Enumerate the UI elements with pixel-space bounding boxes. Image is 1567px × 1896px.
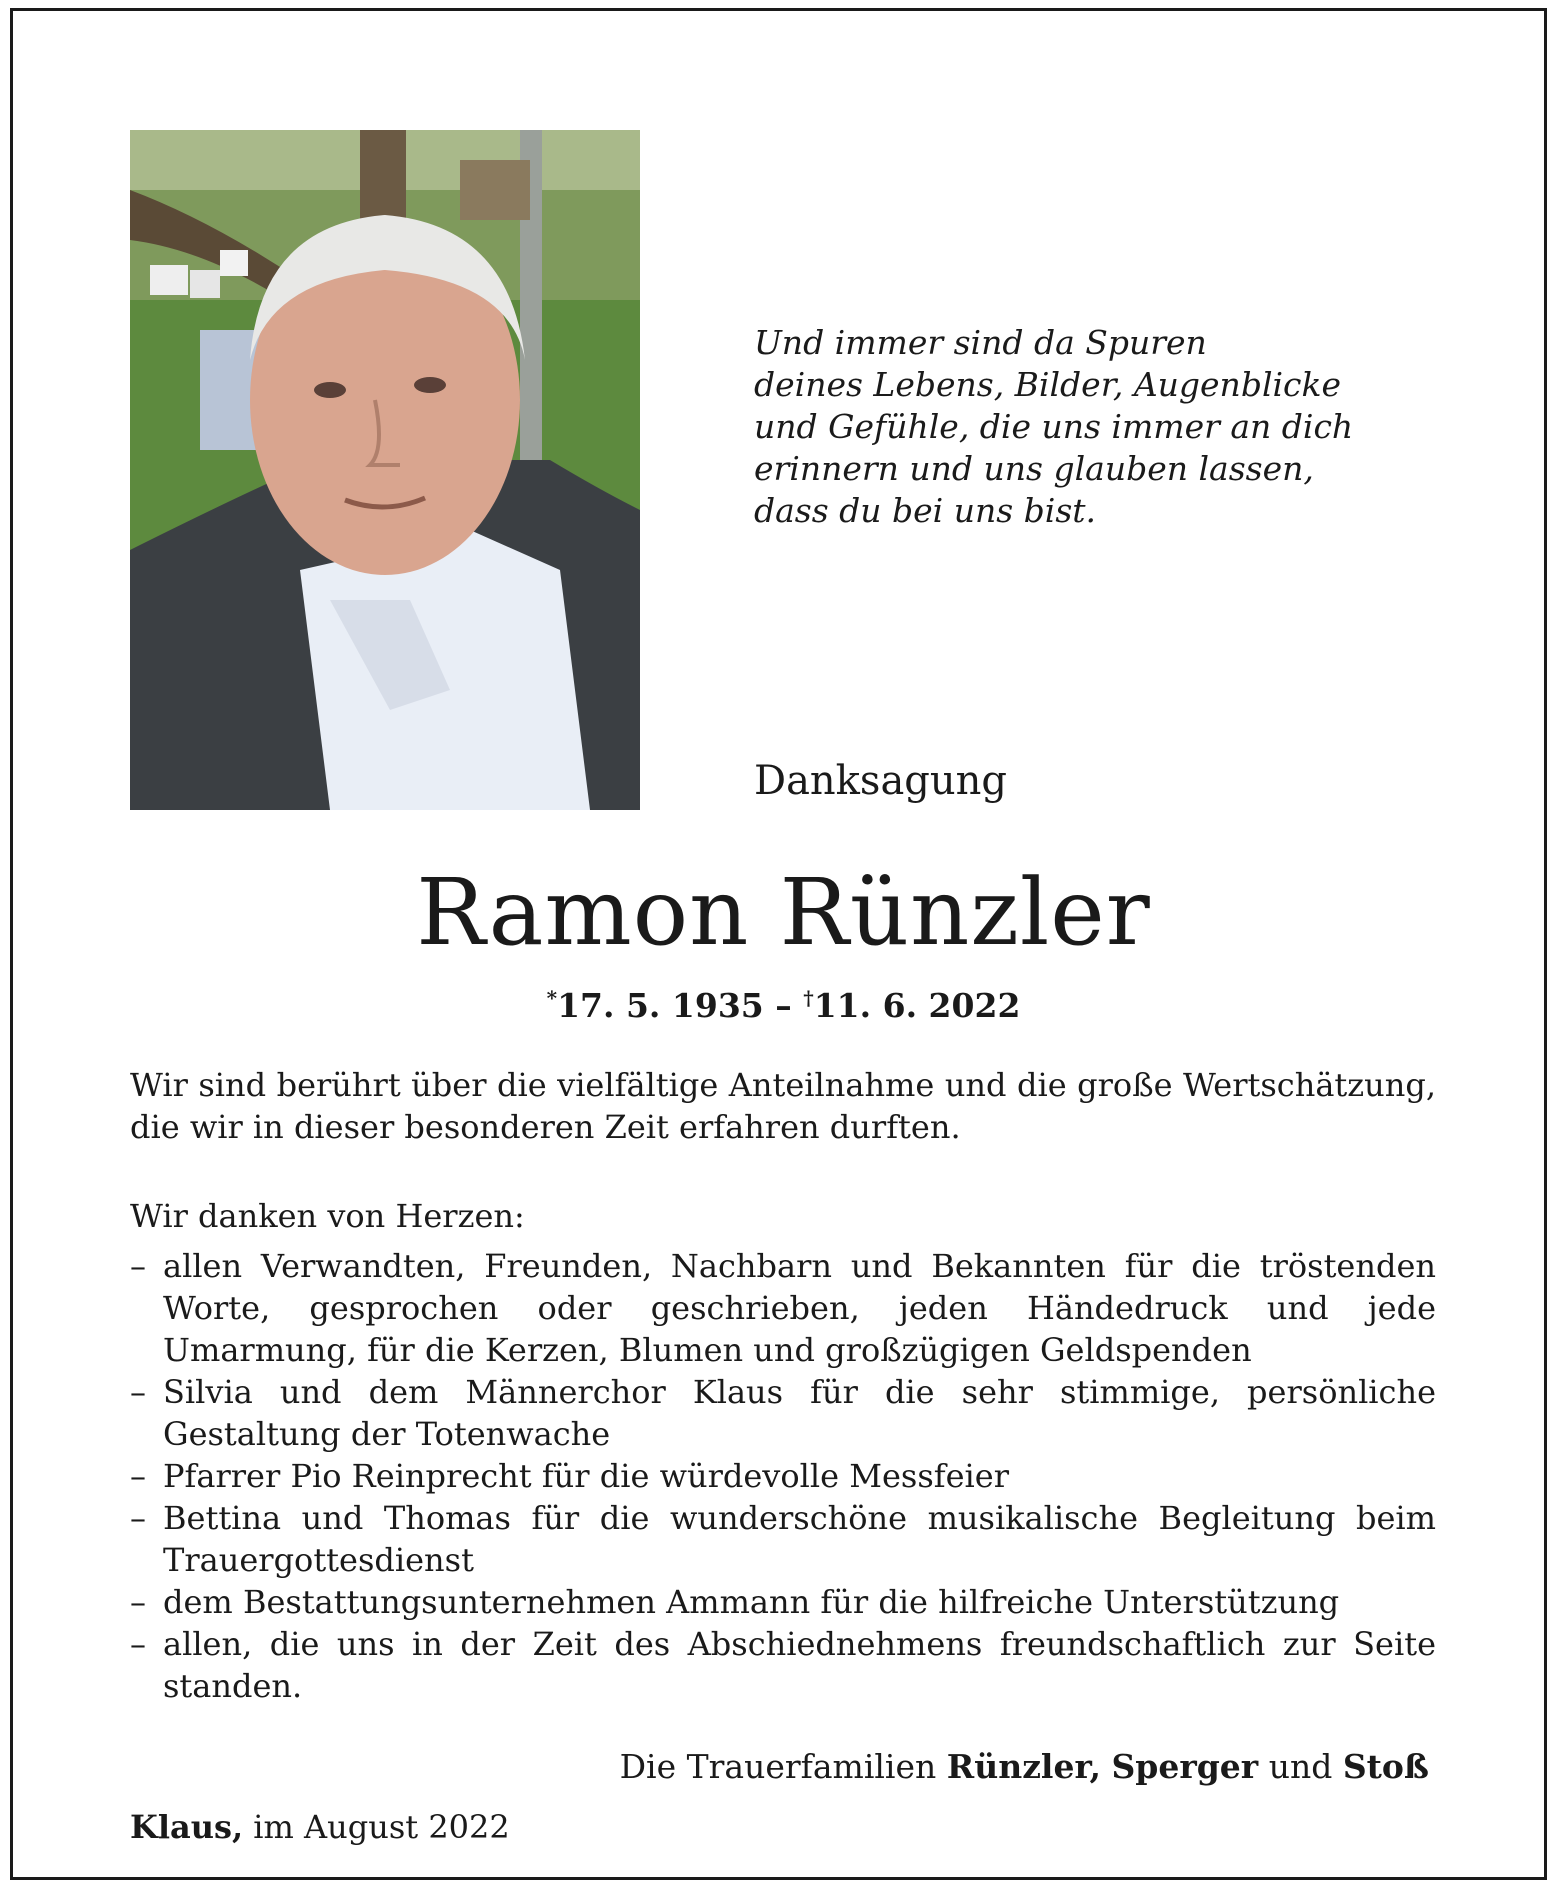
list-item-text: Bettina und Thomas für die wunderschöne musikalische Begleitung beim Trauergottesdienst [163, 1499, 1436, 1579]
list-dash: – [130, 1457, 146, 1495]
life-dates [0, 984, 1567, 1028]
list-dash: – [130, 1247, 146, 1285]
poem-line: und Gefühle, die uns immer an dich [754, 407, 1354, 446]
list-item [130, 1497, 1436, 1581]
family-connector: und [1268, 1747, 1333, 1786]
date-separator: – [775, 986, 792, 1025]
thanks-heading: Wir danken von Herzen: [130, 1197, 525, 1235]
place-date [130, 1805, 510, 1849]
death-date: 11. 6. 2022 [813, 986, 1021, 1025]
place-town: Klaus, [130, 1808, 244, 1846]
list-item [130, 1455, 1436, 1497]
list-item-text: allen, die uns in der Zeit des Abschiednehmens freundschaftlich zur Seite standen. [163, 1625, 1436, 1705]
death-symbol: † [803, 986, 814, 1010]
list-item-text: Silvia und dem Männerchor Klaus für die sehr stimmige, persönliche Gestaltung der Totenwache [163, 1373, 1436, 1453]
list-dash: – [130, 1625, 146, 1663]
list-dash: – [130, 1583, 146, 1621]
family-prefix: Die Trauerfamilien [619, 1747, 937, 1786]
thanks-list [130, 1245, 1436, 1707]
family-name-3: Stoß [1342, 1747, 1429, 1786]
family-name-2: Sperger [1111, 1747, 1259, 1786]
poem-line: deines Lebens, Bilder, Augenblicke [754, 365, 1342, 404]
list-item-text: dem Bestattungsunternehmen Ammann für die hilfreiche Unterstützung [163, 1583, 1340, 1621]
list-item-text: Pfarrer Pio Reinprecht für die würdevolle Messfeier [163, 1457, 1009, 1495]
poem-line: Und immer sind da Spuren [754, 323, 1207, 362]
list-item-text: allen Verwandten, Freunden, Nachbarn und Bekannten für die tröstenden Worte, gesprochen oder geschrieben, jeden Händedruck und jede Umarmung, für die Kerzen, Blumen und großzügigen Geldspenden [163, 1247, 1436, 1369]
deceased-name: Ramon Rünzler [416, 859, 1151, 966]
birth-date: 17. 5. 1935 [557, 986, 764, 1025]
portrait-photo [130, 130, 640, 810]
family-name-1: Rünzler, [946, 1747, 1101, 1786]
place-month: im August 2022 [253, 1808, 510, 1846]
list-dash: – [130, 1499, 146, 1537]
intro-paragraph: Wir sind berührt über die vielfältige Anteilnahme und die große Wertschätzung, die wir in dieser besonderen Zeit erfahren durften. [130, 1066, 1436, 1146]
birth-symbol: * [546, 986, 558, 1010]
poem-line: erinnern und uns glauben lassen, [754, 449, 1314, 488]
list-item [130, 1581, 1436, 1623]
list-item [130, 1623, 1436, 1707]
family-signature [620, 1745, 1429, 1789]
list-item [130, 1371, 1436, 1455]
list-item [130, 1245, 1436, 1371]
memorial-poem [754, 322, 1394, 532]
list-dash: – [130, 1373, 146, 1411]
notice-heading: Danksagung [754, 758, 1008, 804]
poem-line: dass du bei uns bist. [754, 491, 1097, 530]
